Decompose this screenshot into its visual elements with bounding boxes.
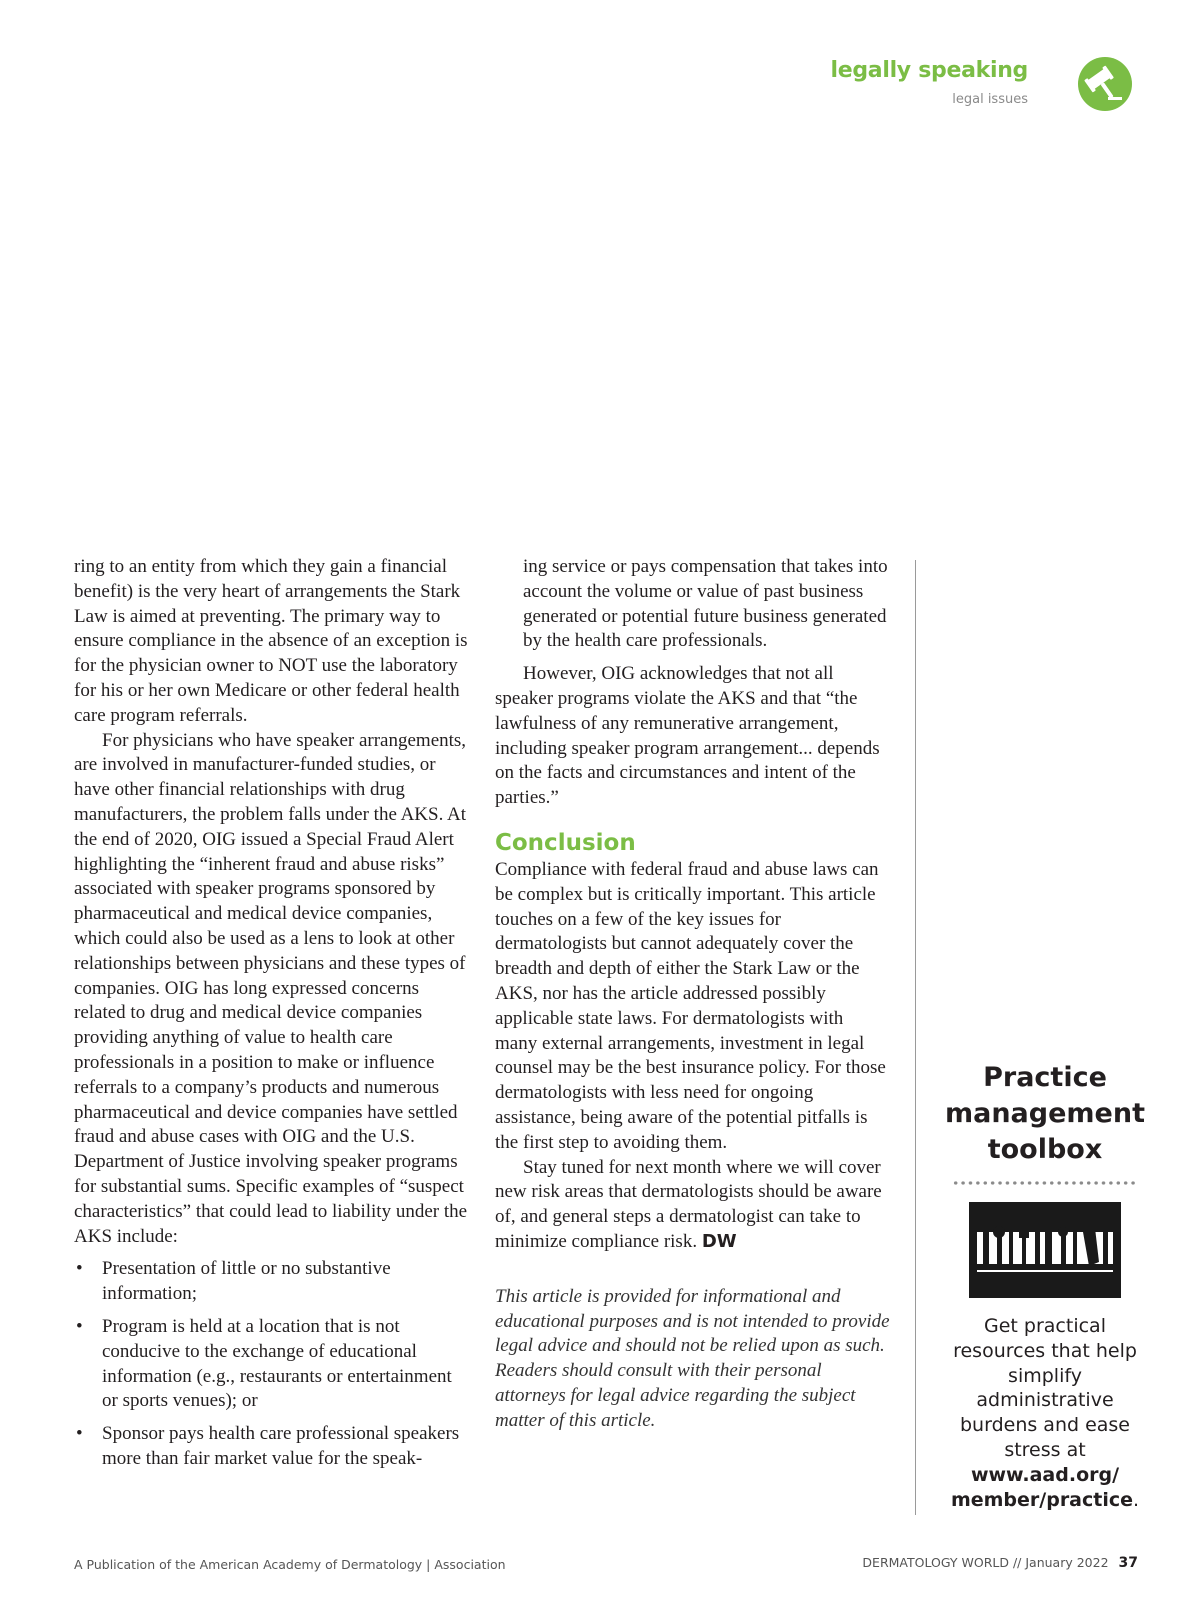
list-item: • Program is held at a location that is not conducive to the exchange of educational information (e.g., restaurants or entertainment or sports venues); or	[76, 1315, 452, 1412]
article-column-2	[495, 555, 890, 1434]
end-mark: DW	[701, 1230, 737, 1252]
article-column-1	[74, 555, 472, 1480]
dotted-divider	[952, 1180, 1138, 1186]
list-item: • Presentation of little or no substantive information;	[76, 1258, 391, 1305]
practice-toolbox-sidebar	[940, 1060, 1150, 1512]
gavel-icon	[1078, 57, 1132, 111]
body-paragraph: Compliance with federal fraud and abuse laws can be complex but is critically important. This article touches on a few of the key issues for dermatologists but cannot adequately cover the breadth and depth of either the Stark Law or the AKS, nor has the article addressed possibly applicable state laws. For dermatologists with many external arrangements, investment in legal counsel may be the best insurance policy. For those dermatologists with less need for ongoing assistance, being aware of the potential pitfalls is the first step to avoiding them.	[495, 858, 886, 1153]
section-title: legally speaking	[830, 58, 1028, 83]
disclaimer: This article is provided for informational and educational purposes and is not intended to provide legal advice and should not be relied upon as such. Readers should consult with their personal attorneys for legal advice regarding the subject matter of this article.	[495, 1285, 890, 1431]
body-paragraph: Stay tuned for next month where we will cover new risk areas that dermatologists should be aware of, and general steps a dermatologist can take to minimize compliance risk. DW	[495, 1156, 882, 1252]
sidebar-text: Get practical resources that help simplify administrative burdens and ease stress at www.aad.org/ member/practice.	[950, 1315, 1140, 1511]
body-paragraph: ring to an entity from which they gain a financial benefit) is the very heart of arrangements the Stark Law is aimed at preventing. The primary way to ensure compliance in the absence of an exception is for the physician owner to NOT use the laboratory for his or her own Medicare or other federal health care program referrals.	[74, 556, 468, 726]
suspect-characteristics-list	[74, 1257, 472, 1471]
body-paragraph: However, OIG acknowledges that not all speaker programs violate the AKS and that “the lawfulness of any remunerative arrangement, including speaker program arrangement... depends on the facts and circumstances and intent of the parties.”	[495, 663, 880, 809]
page-number: 37	[1118, 1555, 1138, 1571]
list-item: • Sponsor pays health care professional speakers more than fair market value for the speak-	[76, 1423, 460, 1469]
body-paragraph: ing service or pays compensation that takes into account the volume or value of past business generated or potential future business generated by the health care professionals.	[523, 556, 888, 652]
sidebar-title: Practice management toolbox	[944, 1062, 1145, 1165]
publication-credit: A Publication of the American Academy of Dermatology | Association	[74, 1557, 506, 1572]
practice-link[interactable]: www.aad.org/ member/practice	[950, 1463, 1134, 1511]
conclusion-heading: Conclusion	[495, 829, 636, 856]
body-paragraph: For physicians who have speaker arrangements, are involved in manufacturer-funded studies, or have other financial relationships with drug manufacturers, the problem falls under the AKS. At the end of 2020, OIG issued a Special Fraud Alert highlighting the “inherent fraud and abuse risks” associated with speaker programs sponsored by pharmaceutical and medical device companies, which could also be used as a lens to look at other relationships between physicians and these types of companies. OIG has long expressed concerns related to drug and medical device companies providing anything of value to health care professionals in a position to make or influence referrals to a company’s products and numerous pharmaceutical and device companies have settled fraud and abuse cases with OIG and the U.S. Department of Justice involving speaker programs for substantial sums. Specific examples of “suspect characteristics” that could lead to liability under the AKS include:	[74, 729, 468, 1247]
bullet-icon: •	[76, 1423, 83, 1445]
bullet-icon: •	[76, 1258, 83, 1280]
column-divider	[915, 560, 916, 1515]
toolbox-icon	[969, 1202, 1121, 1298]
magazine-issue: DERMATOLOGY WORLD // January 2022	[862, 1555, 1109, 1570]
bullet-icon: •	[76, 1315, 83, 1337]
section-subtitle: legal issues	[952, 92, 1028, 107]
footer-folio	[862, 1555, 1138, 1571]
